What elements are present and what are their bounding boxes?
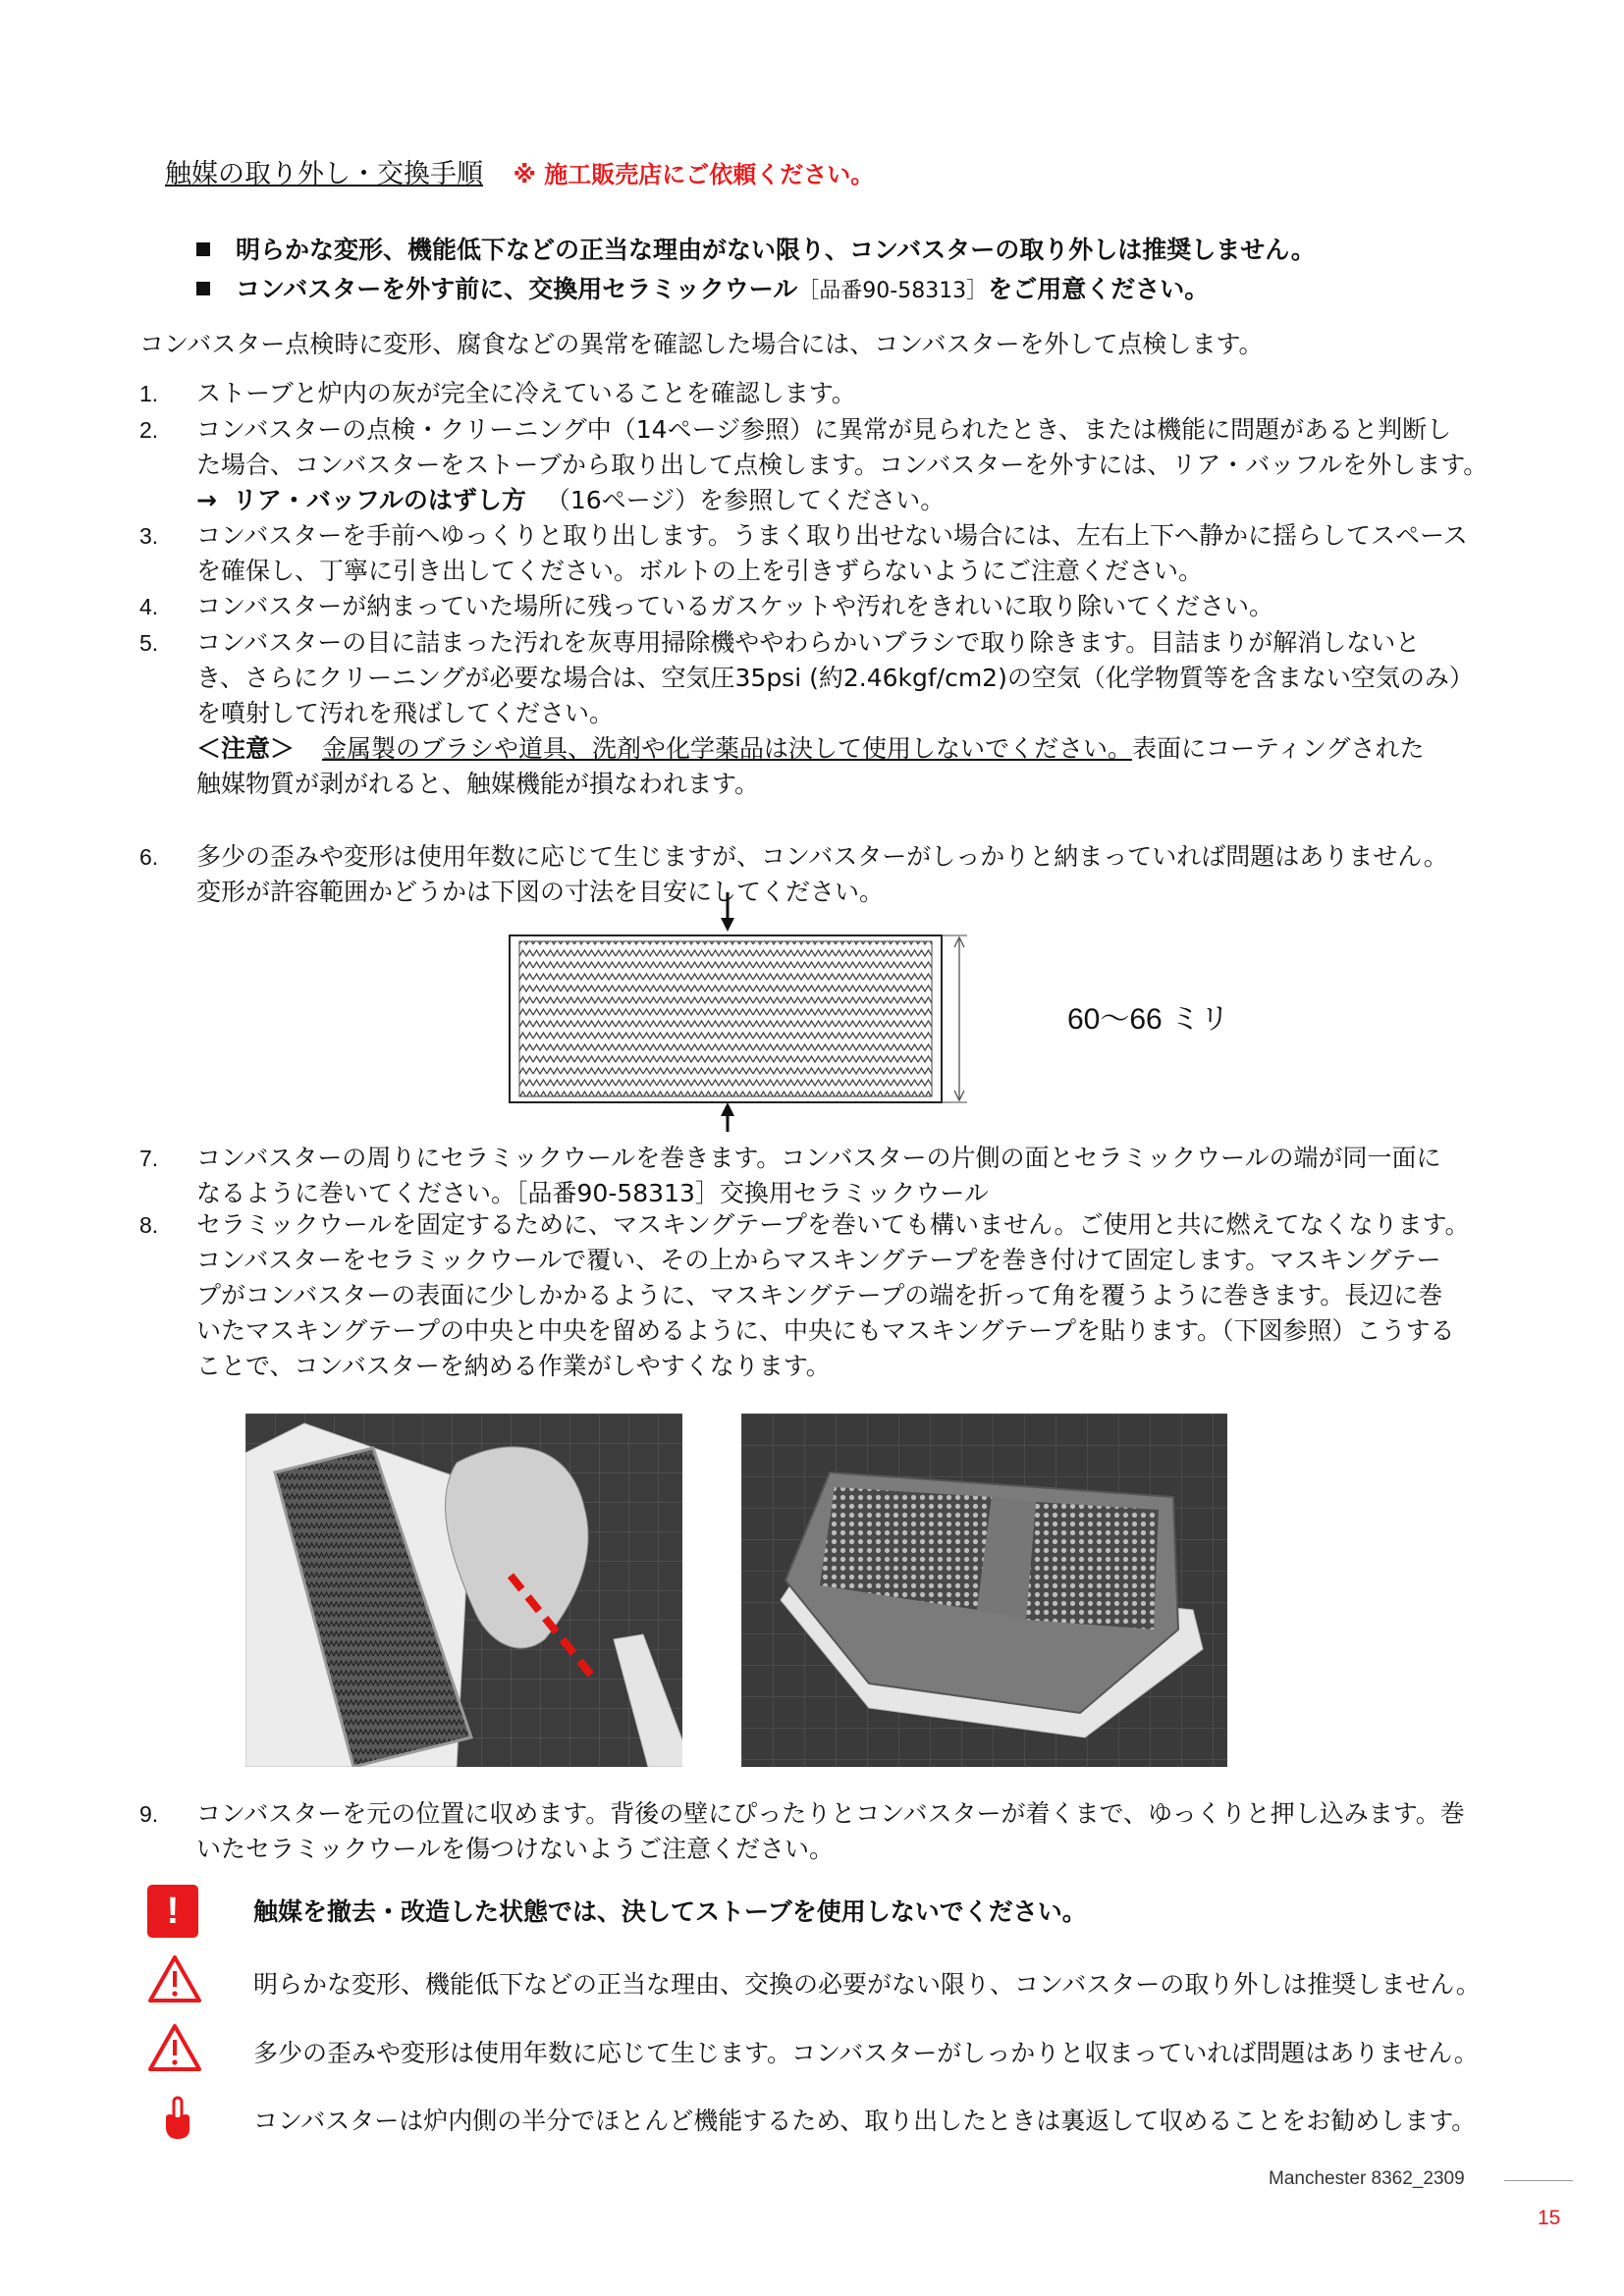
warning-triangle-icon	[147, 1953, 202, 2004]
step-number: 4.	[139, 594, 159, 619]
step-line: コンバスターの目に詰まった汚れを灰専用掃除機ややわらかいブラシで取り除きます。目詰まりが解消しないと	[196, 628, 1421, 657]
page-number: 15	[1538, 2207, 1561, 2229]
combustor-face-right	[1026, 1502, 1159, 1629]
caution-underlined: 金属製のブラシや道具、洗剤や化学薬品は決して使用しないでください。	[321, 734, 1132, 763]
step-number: 2.	[139, 417, 159, 443]
step-4	[196, 589, 1273, 624]
step-number: 3.	[139, 523, 159, 549]
step-2	[196, 412, 1488, 518]
dimension-label: 60〜66 ミリ	[1067, 1003, 1230, 1036]
photo-wrapping-ceramic-wool	[245, 1414, 682, 1767]
footer-document-code: Manchester 8362_2309	[1269, 2168, 1465, 2189]
step-number: 8.	[139, 1212, 159, 1238]
step-line: なるように巻いてください。［品番90-58313］交換用セラミックウール	[196, 1179, 989, 1207]
notice-text: 触媒を撤去・改造した状態では、決してストーブを使用しないでください。	[253, 1897, 1087, 1926]
step-line: セラミックウールを固定するために、マスキングテープを巻いても構いません。ご使用と共に燃えてなくなります。	[196, 1210, 1470, 1239]
step-line: を噴射して汚れを飛ばしてください。	[196, 699, 615, 727]
top-arrow-head-icon	[721, 918, 734, 932]
step-line: コンバスターが納まっていた場所に残っているガスケットや汚れをきれいに取り除いてください。	[196, 592, 1274, 620]
section-title: 触媒の取り外し・交換手順	[165, 159, 483, 189]
step-number: 7.	[139, 1146, 159, 1171]
step-number: 6.	[139, 844, 159, 870]
arrow-right-icon: →	[196, 486, 217, 514]
step-line: コンバスターをセラミックウールで覆い、その上からマスキングテープを巻き付けて固定します。マスキングテー	[196, 1246, 1441, 1274]
section-header	[165, 157, 874, 192]
step-3	[196, 518, 1468, 589]
combustor-honeycomb	[519, 941, 932, 1096]
footer-rule	[1504, 2180, 1573, 2181]
step-line: を確保し、丁寧に引き出してください。ボルトの上を引きずらないようにご注意ください。	[196, 557, 1204, 585]
notice-text: コンバスターは炉内側の半分でほとんど機能するため、取り出したときは裏返して収めることをお勧めします。	[253, 2107, 1477, 2135]
step-5	[196, 625, 1474, 802]
square-bullet-icon	[196, 282, 210, 295]
step-line: 変形が許容範囲かどうかは下図の寸法を目安にしてください。	[196, 878, 885, 906]
step-reference	[196, 483, 1488, 518]
step-line: コンバスターを手前へゆっくりと取り出します。うまく取り出せない場合には、左右上下へ静かに揺らしてスペース	[196, 521, 1468, 550]
warning-triangle-icon	[147, 2022, 202, 2073]
caution-line: 触媒物質が剥がれると、触媒機能が損なわれます。	[196, 770, 760, 798]
bottom-arrow-head-icon	[721, 1102, 734, 1116]
intro-text: コンバスター点検時に変形、腐食などの異常を確認した場合には、コンバスターを外して点検します。	[139, 330, 1264, 358]
bullet-part-number: ［品番90-58313］	[797, 279, 989, 303]
step-1	[196, 376, 856, 411]
step-line: コンバスターの周りにセラミックウールを巻きます。コンバスターの片側の面とセラミックウールの端が同一面に	[196, 1144, 1441, 1172]
photo-taped-combustor	[741, 1414, 1227, 1767]
step-line: いたマスキングテープの中央と中央を留めるように、中央にもマスキングテープを貼ります。（下図参照）こうする	[196, 1316, 1455, 1345]
bullet-text: 明らかな変形、機能低下などの正当な理由がない限り、コンバスターの取り外しは推奨しません。	[236, 236, 1316, 264]
caution-rest: 表面にコーティングされた	[1131, 734, 1425, 763]
step-line: き、さらにクリーニングが必要な場合は、空気圧35psi (約2.46kgf/cm2)の空気（化学物質等を含まない空気のみ）	[196, 664, 1474, 692]
bullet-item	[196, 233, 1316, 268]
bullet-text-end: をご用意ください。	[988, 275, 1210, 303]
notice-text: 多少の歪みや変形は使用年数に応じて生じます。コンバスターがしっかりと収まっていれば問題はありません。	[253, 2039, 1479, 2067]
pointing-hand-icon	[161, 2096, 194, 2141]
step-line: た場合、コンバスターをストーブから取り出して点検します。コンバスターを外すには、リア・バッフルを外します。	[196, 451, 1489, 479]
step-line: 多少の歪みや変形は使用年数に応じて生じますが、コンバスターがしっかりと納まっていれば問題はありません。	[196, 842, 1448, 871]
step-line: コンバスターの点検・クリーニング中（14ページ参照）に異常が見られたとき、または機能に問題があると判断し	[196, 415, 1452, 444]
notice-text: 明らかな変形、機能低下などの正当な理由、交換の必要がない限り、コンバスターの取り外しは推奨しません。	[253, 1970, 1481, 1999]
section-title-note: ※ 施工販売店にご依頼ください。	[513, 161, 875, 188]
combustor-dimension-diagram	[506, 888, 1272, 1134]
square-bullet-icon	[196, 242, 210, 256]
bullet-text: コンバスターを外す前に、交換用セラミックウール	[236, 275, 798, 303]
step-line: ストーブと炉内の灰が完全に冷えていることを確認します。	[196, 379, 856, 407]
exclamation-icon: !	[147, 1885, 198, 1938]
caution-label: ＜注意＞	[196, 734, 296, 763]
step-line: プがコンバスターの表面に少しかかるように、マスキングテープの端を折って角を覆うように巻きます。長辺に巻	[196, 1281, 1443, 1309]
caution-note	[196, 731, 1474, 767]
step-9	[196, 1796, 1465, 1867]
step-number: 5.	[139, 630, 159, 656]
bullet-item	[196, 272, 1209, 309]
step-number: 1.	[139, 381, 159, 406]
step-line: ことで、コンバスターを納める作業がしやすくなります。	[196, 1352, 831, 1380]
reference-page: （16ページ）を参照してください。	[545, 486, 946, 514]
step-8	[196, 1207, 1470, 1384]
step-line: コンバスターを元の位置に収めます。背後の壁にぴったりとコンバスターが着くまで、ゆっくりと押し込みます。巻	[196, 1799, 1465, 1828]
step-line: いたセラミックウールを傷つけないようご注意ください。	[196, 1835, 835, 1863]
step-7	[196, 1141, 1441, 1211]
reference-title: リア・バッフルのはずし方	[232, 486, 526, 514]
step-number: 9.	[139, 1801, 159, 1827]
